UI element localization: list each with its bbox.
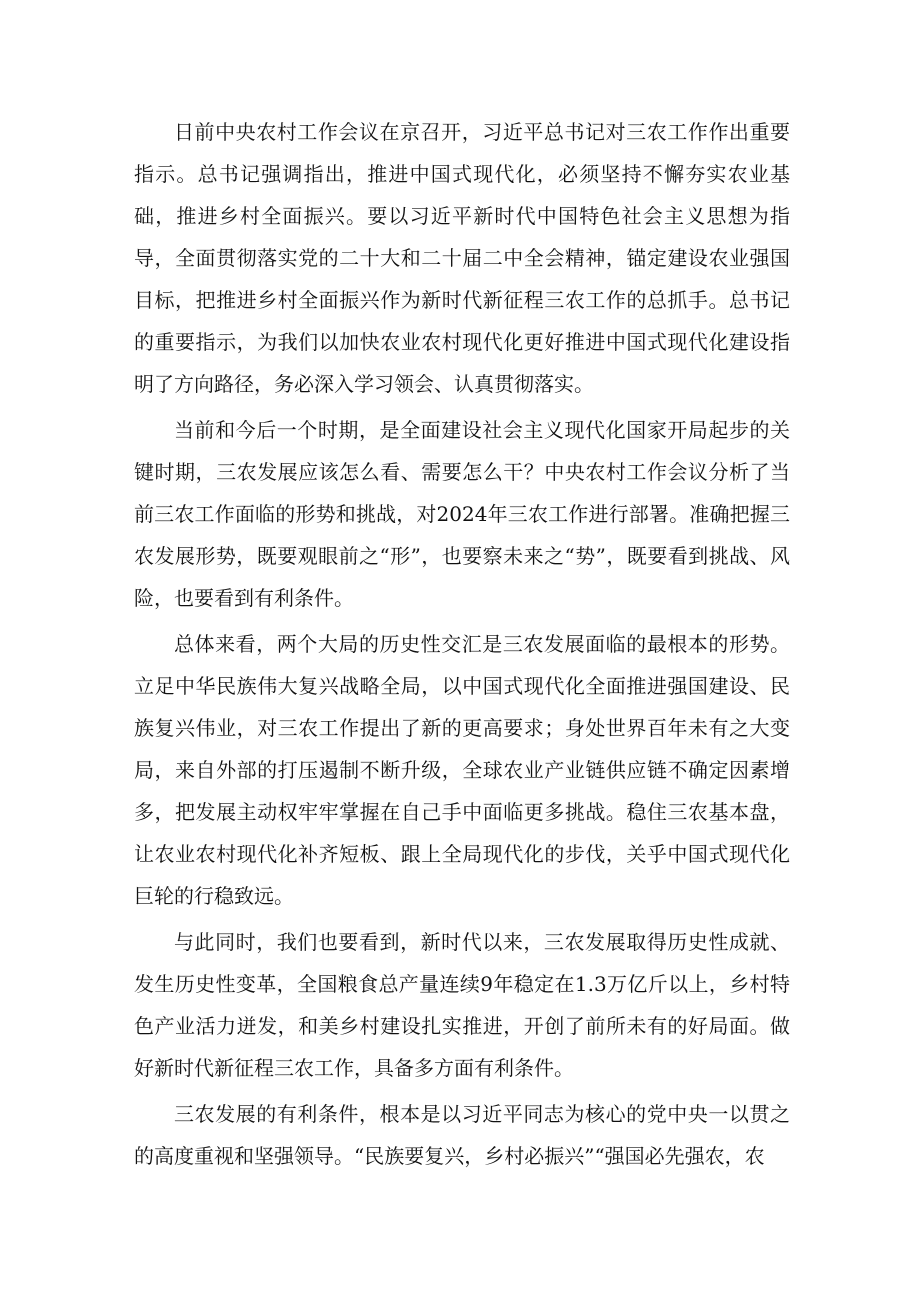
paragraph-2: 当前和今后一个时期，是全面建设社会主义现代化国家开局起步的关键时期，三农发展应该怎么看、需要怎么干？中央农村工作会议分析了当前三农工作面临的形势和挑战，对2024年三农工作进行部署。准确把握三农发展形势，既要观眼前之“形”，也要察未来之“势”，既要看到挑战、风险，也要看到有利条件。 [134,418,790,610]
paragraph-3: 总体来看，两个大局的历史性交汇是三农发展面临的最根本的形势。立足中华民族伟大复兴战略全局，以中国式现代化全面推进强国建设、民族复兴伟业，对三农工作提出了新的更高要求；身处世界百年未有之大变局，来自外部的打压遏制不断升级，全球农业产业链供应链不确定因素增多，把发展主动权牢牢掌握在自己手中面临更多挑战。稳住三农基本盘，让农业农村现代化补齐短板、跟上全局现代化的步伐，关乎中国式现代化巨轮的行稳致远。 [134,632,790,908]
paragraph-4: 与此同时，我们也要看到，新时代以来，三农发展取得历史性成就、发生历史性变革，全国粮食总产量连续9年稳定在1.3万亿斤以上，乡村特色产业活力迸发，和美乡村建设扎实推进，开创了前所未有的好局面。做好新时代新征程三农工作，具备多方面有利条件。 [134,930,790,1080]
document-body [134,111,790,1177]
paragraph-5: 三农发展的有利条件，根本是以习近平同志为核心的党中央一以贯之的高度重视和坚强领导。“民族要复兴，乡村必振兴”“强国必先强农，农 [134,1102,790,1168]
paragraph-1: 日前中央农村工作会议在京召开，习近平总书记对三农工作作出重要指示。总书记强调指出，推进中国式现代化，必须坚持不懈夯实农业基础，推进乡村全面振兴。要以习近平新时代中国特色社会主义思想为指导，全面贯彻落实党的二十大和二十届二中全会精神，锚定建设农业强国目标，把推进乡村全面振兴作为新时代新征程三农工作的总抓手。总书记的重要指示，为我们以加快农业农村现代化更好推进中国式现代化建设指明了方向路径，务必深入学习领会、认真贯彻落实。 [134,120,790,396]
